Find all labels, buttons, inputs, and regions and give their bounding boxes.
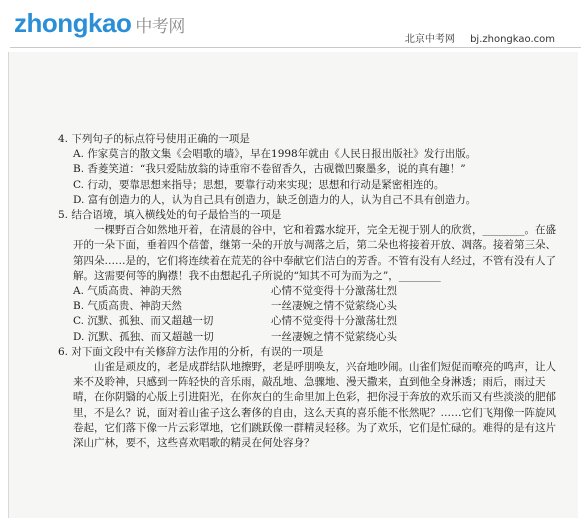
question-6-passage: 山雀是顽皮的，老是成群结队地擦野，老是呼朋唤友，兴奋地吵闹。山雀们短促而嘹亮的鸣声，让人来不及聆神，只感到一阵轻快的音乐雨，敲乱地、急骤地、漫天撒来，直到他全身淋透；雨后，雨过天晴，在你阴翳的心版上引进阳光，在你灰白的生命里加上色彩，把你浸于奔放的欢乐而又有些淡淡的肥郁里，不是么？说，面对着山雀子这么奢侈的自由，这么天真的喜乐能不怅然呢？……它们飞翔像一阵旋风卷起，它们落下像一片云彩罩地，它们跳跃像一群精灵轻移。为了欢乐，它们是忙碌的。难得的是有这片深山广林，要不，这些喜欢唱歌的精灵在何处容身？ [73, 361, 556, 450]
option-right: 一丝凄婉之情不觉萦绕心头 [271, 300, 397, 313]
logo-chinese: 中考网 [135, 17, 185, 36]
option-left: B. 气质高贵、神韵天然 [73, 300, 182, 313]
question-5-option-c [58, 314, 563, 329]
option-left: C. 沉默、孤独、而又超越一切 [73, 315, 214, 328]
question-4-stem: 4. 下列句子的标点符号使用正确的一项是 [58, 133, 250, 145]
question-6-stem: 6. 对下面文段中有关修辞方法作用的分析，有误的一项是 [58, 345, 324, 358]
separator [461, 34, 464, 45]
site-info [405, 30, 555, 45]
exam-content [58, 132, 563, 451]
site-header [0, 0, 581, 50]
question-4-option-a: A. 作家莫言的散文集《会唱歌的墙》，早在1998年就由《人民日报出版社》发行出版。 [73, 148, 477, 161]
question-5-option-a [58, 284, 563, 299]
site-name: 北京中考网 [404, 34, 455, 45]
question-5-option-b [58, 299, 563, 314]
option-right: 心情不觉变得十分激荡壮烈 [271, 285, 397, 298]
header-divider [10, 47, 581, 48]
site-url[interactable]: bj.zhongkao.com [470, 34, 555, 45]
logo-latin: zhongkao [14, 8, 132, 38]
question-4-option-c: C. 行动，要靠思想来指导；思想，要靠行动来实现；思想和行动是紧密相连的。 [73, 178, 445, 191]
option-right: 一丝凄婉之情不觉萦绕心头 [271, 330, 397, 343]
zhongkao-logo[interactable] [14, 8, 185, 39]
question-5-passage: 一棵野百合如然地开着，在清晨的谷中，它和着露水绽开，完全无视于别人的欣赏，________。在盛开的一朵下面，垂着四个蓓蕾，继第一朵的开放与凋落之后，第二朵也将接着开放、凋落。接着第三朵、第四朵……是的，它们将连续着在荒芜的谷中奉献它们洁白的芳香。不管有没有人经过，不管有没有人了解。这需要何等的胸襟！我不由想起孔子所说的“知其不可为而为之”，________ [73, 224, 556, 282]
option-left: A. 气质高贵、神韵天然 [73, 285, 182, 298]
question-4-option-b: B. 香菱笑道：“我只爱陆放翁的诗重帘不卷留香久，古砚微凹聚墨多，说的真有趣！” [73, 163, 466, 176]
option-right: 心情不觉变得十分激荡壮烈 [271, 315, 397, 328]
question-5-stem: 5. 结合语境，填入横线处的句子最恰当的一项是 [58, 209, 282, 222]
question-5-option-d [58, 330, 563, 345]
option-left: D. 沉默、孤独、而又超越一切 [73, 330, 214, 343]
question-4-option-d: D. 富有创造力的人，认为自己具有创造力，缺乏创造力的人，认为自己不具有创造力。 [73, 193, 477, 206]
